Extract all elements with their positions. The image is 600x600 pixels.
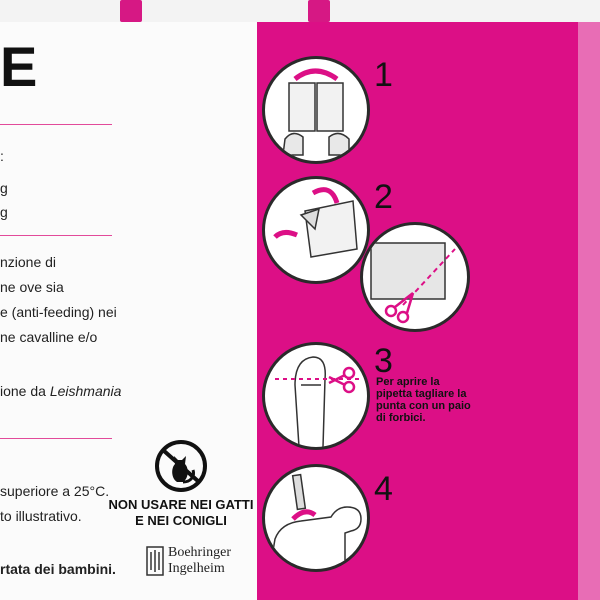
brand-letter: E	[0, 35, 38, 98]
text-line: e (anti-feeding) nei	[0, 304, 117, 320]
text-line: rtata dei bambini.	[0, 561, 116, 577]
divider-line	[0, 438, 112, 439]
no-cat-icon	[153, 438, 209, 494]
step-3-illustration	[262, 342, 370, 450]
top-flap	[0, 0, 600, 23]
warning-line-2: E NEI CONIGLI	[135, 513, 227, 528]
pipette-pack-icon	[265, 59, 367, 161]
text-line	[0, 383, 121, 399]
warning-text	[106, 497, 256, 529]
step-3-number: 3	[374, 342, 393, 380]
logo-line-1: Boehringer	[168, 545, 231, 560]
dog-application-icon	[265, 467, 367, 569]
text-line: to illustrativo.	[0, 508, 82, 524]
logo-line-2: Ingelheim	[168, 561, 225, 576]
step-4-number: 4	[374, 470, 393, 508]
step-1-illustration	[262, 56, 370, 164]
step-2-number: 2	[374, 178, 393, 216]
top-tab-right	[308, 0, 330, 22]
warning-line-1: NON USARE NEI GATTI	[108, 497, 254, 512]
pipette-peel-icon	[265, 179, 367, 281]
company-logo-icon	[146, 546, 164, 576]
box-side-edge	[578, 22, 600, 600]
text-line: nzione di	[0, 254, 57, 270]
text-line: g	[0, 180, 8, 196]
text-line: :	[0, 148, 4, 164]
text-line: ne cavalline e/o	[0, 329, 98, 345]
scissors-cut-icon	[363, 225, 467, 329]
step-3-note: Per aprire la pipetta tagliare la punta con un paio di forbici.	[376, 376, 471, 424]
text-line: g	[0, 204, 8, 220]
divider-line	[0, 235, 112, 236]
top-tab-left	[120, 0, 142, 22]
text-line-part: ione da	[0, 383, 50, 399]
text-line: ne ove sia	[0, 279, 64, 295]
company-logo-text	[168, 545, 231, 577]
pipette-tip-icon	[265, 345, 367, 447]
step-2-illustration	[262, 176, 370, 284]
step-1-number: 1	[374, 56, 393, 94]
text-line: superiore a 25°C.	[0, 483, 110, 499]
leishmania-word: Leishmania	[49, 383, 122, 399]
divider-line	[0, 124, 112, 125]
step-4-illustration	[262, 464, 370, 572]
step-2b-illustration	[360, 222, 470, 332]
